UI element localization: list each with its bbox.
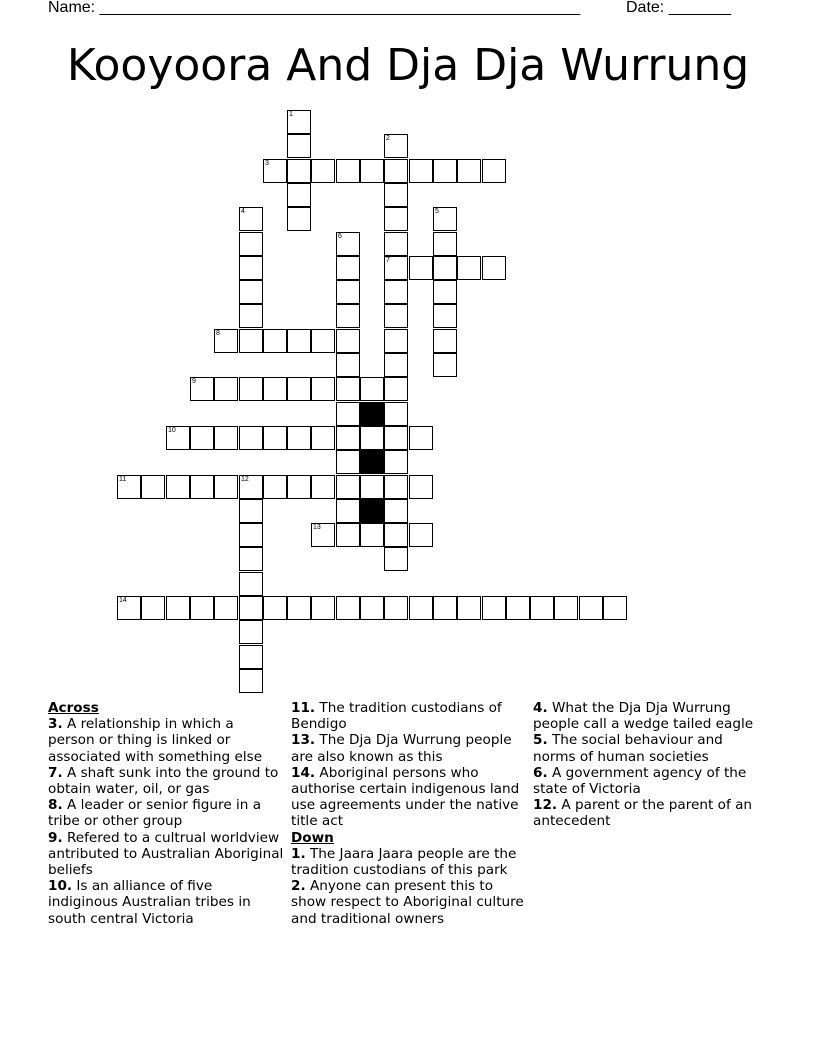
clue-number: 7. — [48, 764, 63, 781]
clue-down-1 — [291, 846, 527, 878]
page-title: Kooyoora And Dja Dja Wurrung — [66, 40, 750, 91]
grid-cell[interactable] — [190, 475, 214, 499]
clue-number: 1. — [291, 845, 306, 862]
grid-cell[interactable] — [384, 329, 408, 353]
grid-cell[interactable] — [190, 596, 214, 620]
grid-cell[interactable] — [141, 596, 165, 620]
grid-cell[interactable] — [263, 329, 287, 353]
clue-number-label: 7 — [386, 257, 390, 264]
grid-cell[interactable] — [384, 232, 408, 256]
grid-cell[interactable] — [360, 523, 384, 547]
clue-number: 12. — [533, 797, 558, 814]
grid-cell[interactable] — [433, 207, 457, 231]
grid-cell[interactable] — [384, 183, 408, 207]
clue-number: 14. — [291, 764, 316, 781]
grid-cell[interactable] — [336, 475, 360, 499]
grid-cell[interactable] — [384, 353, 408, 377]
clue-down-6 — [533, 765, 769, 797]
grid-cell[interactable] — [409, 256, 433, 280]
grid-cell[interactable] — [433, 304, 457, 328]
grid-cell[interactable] — [239, 620, 263, 644]
grid-cell[interactable] — [287, 596, 311, 620]
clue-across-7 — [48, 765, 284, 797]
clue-across-11 — [291, 700, 527, 732]
clue-number-label: 10 — [168, 427, 176, 434]
grid-cell[interactable] — [579, 596, 603, 620]
clue-text: The Jaara Jaara people are the tradition custodians of this park — [291, 845, 517, 879]
clue-across-14 — [291, 765, 527, 830]
grid-cell[interactable] — [336, 426, 360, 450]
grid-cell[interactable] — [287, 426, 311, 450]
grid-cell[interactable] — [384, 280, 408, 304]
grid-cell[interactable] — [433, 329, 457, 353]
grid-cell[interactable] — [360, 159, 384, 183]
clue-number: 3. — [48, 716, 63, 733]
grid-cell[interactable] — [287, 134, 311, 158]
grid-cell[interactable] — [239, 645, 263, 669]
clue-across-9 — [48, 830, 284, 879]
grid-cell[interactable] — [263, 159, 287, 183]
grid-cell[interactable] — [239, 475, 263, 499]
grid-cell[interactable] — [239, 669, 263, 693]
clue-number-label: 8 — [216, 330, 220, 337]
clue-down-5 — [533, 732, 769, 764]
grid-cell[interactable] — [384, 475, 408, 499]
grid-cell[interactable] — [506, 596, 530, 620]
clue-number: 8. — [48, 797, 63, 814]
grid-cell[interactable] — [311, 329, 335, 353]
grid-cell[interactable] — [409, 426, 433, 450]
grid-block — [360, 450, 384, 474]
grid-cell[interactable] — [457, 256, 481, 280]
grid-cell[interactable] — [433, 353, 457, 377]
grid-cell[interactable] — [384, 207, 408, 231]
grid-cell[interactable] — [263, 596, 287, 620]
clue-number: 9. — [48, 829, 63, 846]
grid-cell[interactable] — [214, 377, 238, 401]
grid-cell[interactable] — [409, 159, 433, 183]
grid-cell[interactable] — [239, 596, 263, 620]
grid-cell[interactable] — [336, 256, 360, 280]
grid-cell[interactable] — [336, 329, 360, 353]
clue-text: What the Dja Dja Wurrung people call a wedge tailed eagle — [533, 700, 754, 733]
grid-cell[interactable] — [287, 110, 311, 134]
grid-cell[interactable] — [384, 377, 408, 401]
clues-column-1 — [48, 700, 284, 927]
grid-cell[interactable] — [433, 256, 457, 280]
grid-cell[interactable] — [166, 596, 190, 620]
grid-cell[interactable] — [239, 280, 263, 304]
grid-cell[interactable] — [287, 207, 311, 231]
grid-cell[interactable] — [214, 426, 238, 450]
grid-cell[interactable] — [409, 596, 433, 620]
clue-text: A government agency of the state of Victoria — [533, 764, 747, 798]
grid-cell[interactable] — [336, 353, 360, 377]
grid-cell[interactable] — [433, 596, 457, 620]
grid-block — [360, 499, 384, 523]
grid-cell[interactable] — [287, 159, 311, 183]
grid-cell[interactable] — [336, 377, 360, 401]
grid-cell[interactable] — [336, 280, 360, 304]
clue-number-label: 1 — [289, 111, 293, 118]
grid-cell[interactable] — [360, 426, 384, 450]
clue-number-label: 11 — [119, 476, 127, 483]
clue-across-10 — [48, 878, 284, 927]
clue-across-8 — [48, 797, 284, 829]
grid-cell[interactable] — [311, 426, 335, 450]
clue-text: Refered to a cultrual worldview antributed to Australian Aboriginal beliefs — [48, 829, 284, 879]
grid-cell[interactable] — [384, 402, 408, 426]
clue-text: A parent or the parent of an antecedent — [533, 797, 753, 830]
clue-number: 11. — [291, 700, 316, 716]
grid-cell[interactable] — [603, 596, 627, 620]
grid-cell[interactable] — [384, 304, 408, 328]
grid-cell[interactable] — [482, 596, 506, 620]
grid-cell[interactable] — [117, 475, 141, 499]
clue-number-label: 13 — [313, 524, 321, 531]
grid-cell[interactable] — [360, 596, 384, 620]
grid-cell[interactable] — [263, 475, 287, 499]
grid-cell[interactable] — [263, 377, 287, 401]
clue-number-label: 6 — [338, 233, 342, 240]
clues-column-3 — [533, 700, 769, 830]
clue-text: Aboriginal persons who authorise certain indigenous land use agreements under the native title act — [291, 764, 520, 830]
clue-number: 6. — [533, 764, 548, 781]
grid-cell[interactable] — [530, 596, 554, 620]
grid-cell[interactable] — [384, 159, 408, 183]
clue-down-2 — [291, 878, 527, 927]
clue-text: The tradition custodians of Bendigo — [291, 700, 502, 733]
grid-cell[interactable] — [384, 256, 408, 280]
grid-cell[interactable] — [384, 547, 408, 571]
grid-cell[interactable] — [311, 377, 335, 401]
grid-cell[interactable] — [239, 572, 263, 596]
grid-cell[interactable] — [311, 523, 335, 547]
clue-number-label: 9 — [192, 378, 196, 385]
date-field-label[interactable]: Date: _______ — [626, 0, 731, 16]
grid-cell[interactable] — [166, 426, 190, 450]
clue-text: Is an alliance of five indiginous Australian tribes in south central Victoria — [48, 878, 251, 927]
clue-number-label: 14 — [119, 597, 127, 604]
grid-cell[interactable] — [384, 450, 408, 474]
grid-cell[interactable] — [336, 304, 360, 328]
grid-cell[interactable] — [311, 596, 335, 620]
grid-cell[interactable] — [457, 596, 481, 620]
grid-cell[interactable] — [311, 159, 335, 183]
grid-cell[interactable] — [384, 596, 408, 620]
clue-across-13 — [291, 732, 527, 764]
grid-cell[interactable] — [287, 475, 311, 499]
grid-cell[interactable] — [336, 596, 360, 620]
clue-text: The Dja Dja Wurrung people are also known as this — [291, 732, 512, 765]
grid-cell[interactable] — [166, 475, 190, 499]
grid-cell[interactable] — [384, 134, 408, 158]
grid-cell[interactable] — [263, 426, 287, 450]
grid-cell[interactable] — [214, 475, 238, 499]
grid-cell[interactable] — [336, 402, 360, 426]
down-heading: Down — [291, 829, 334, 846]
clue-number-label: 3 — [265, 160, 269, 167]
clue-down-12 — [533, 797, 769, 829]
grid-cell[interactable] — [311, 475, 335, 499]
grid-cell[interactable] — [336, 523, 360, 547]
grid-cell[interactable] — [287, 377, 311, 401]
grid-cell[interactable] — [384, 523, 408, 547]
clue-text: Anyone can present this to show respect to Aboriginal culture and traditional owners — [291, 878, 524, 927]
grid-cell[interactable] — [287, 183, 311, 207]
grid-cell[interactable] — [239, 523, 263, 547]
grid-cell[interactable] — [117, 596, 141, 620]
grid-cell[interactable] — [214, 329, 238, 353]
clue-number-label: 5 — [435, 208, 439, 215]
grid-cell[interactable] — [433, 159, 457, 183]
clue-text: The social behaviour and norms of human societies — [533, 732, 723, 765]
grid-cell[interactable] — [336, 159, 360, 183]
grid-cell[interactable] — [239, 426, 263, 450]
grid-cell[interactable] — [457, 159, 481, 183]
across-heading: Across — [48, 700, 99, 716]
grid-cell[interactable] — [409, 523, 433, 547]
grid-cell[interactable] — [287, 329, 311, 353]
grid-cell[interactable] — [239, 207, 263, 231]
grid-cell[interactable] — [190, 377, 214, 401]
grid-cell[interactable] — [433, 232, 457, 256]
grid-cell[interactable] — [384, 426, 408, 450]
clue-text: A leader or senior figure in a tribe or other group — [48, 797, 262, 830]
grid-cell[interactable] — [336, 232, 360, 256]
grid-cell[interactable] — [482, 256, 506, 280]
grid-cell[interactable] — [141, 475, 165, 499]
grid-cell[interactable] — [239, 232, 263, 256]
grid-cell[interactable] — [336, 499, 360, 523]
grid-cell[interactable] — [482, 159, 506, 183]
clue-number: 13. — [291, 732, 316, 749]
clue-text: A shaft sunk into the ground to obtain water, oil, or gas — [48, 764, 279, 798]
clue-number: 5. — [533, 732, 548, 749]
clue-number-label: 2 — [386, 135, 390, 142]
grid-cell[interactable] — [239, 304, 263, 328]
clue-text: A relationship in which a person or thing is linked or associated with something else — [48, 716, 263, 765]
grid-cell[interactable] — [239, 499, 263, 523]
grid-cell[interactable] — [239, 547, 263, 571]
grid-block — [360, 402, 384, 426]
clue-number: 2. — [291, 878, 306, 895]
grid-cell[interactable] — [336, 450, 360, 474]
clue-across-3 — [48, 716, 284, 765]
clues-column-2 — [291, 700, 527, 927]
grid-cell[interactable] — [554, 596, 578, 620]
clue-down-4 — [533, 700, 769, 732]
grid-cell[interactable] — [239, 329, 263, 353]
grid-cell[interactable] — [384, 499, 408, 523]
grid-cell[interactable] — [239, 377, 263, 401]
grid-cell[interactable] — [360, 377, 384, 401]
name-field-label[interactable]: Name: ______________________________________________________ — [48, 0, 581, 16]
grid-cell[interactable] — [360, 475, 384, 499]
grid-cell[interactable] — [409, 475, 433, 499]
clue-number-label: 4 — [241, 208, 245, 215]
clue-number: 4. — [533, 700, 548, 716]
grid-cell[interactable] — [239, 256, 263, 280]
clue-number-label: 12 — [241, 476, 249, 483]
grid-cell[interactable] — [433, 280, 457, 304]
grid-cell[interactable] — [190, 426, 214, 450]
clue-number: 10. — [48, 878, 73, 895]
grid-cell[interactable] — [214, 596, 238, 620]
